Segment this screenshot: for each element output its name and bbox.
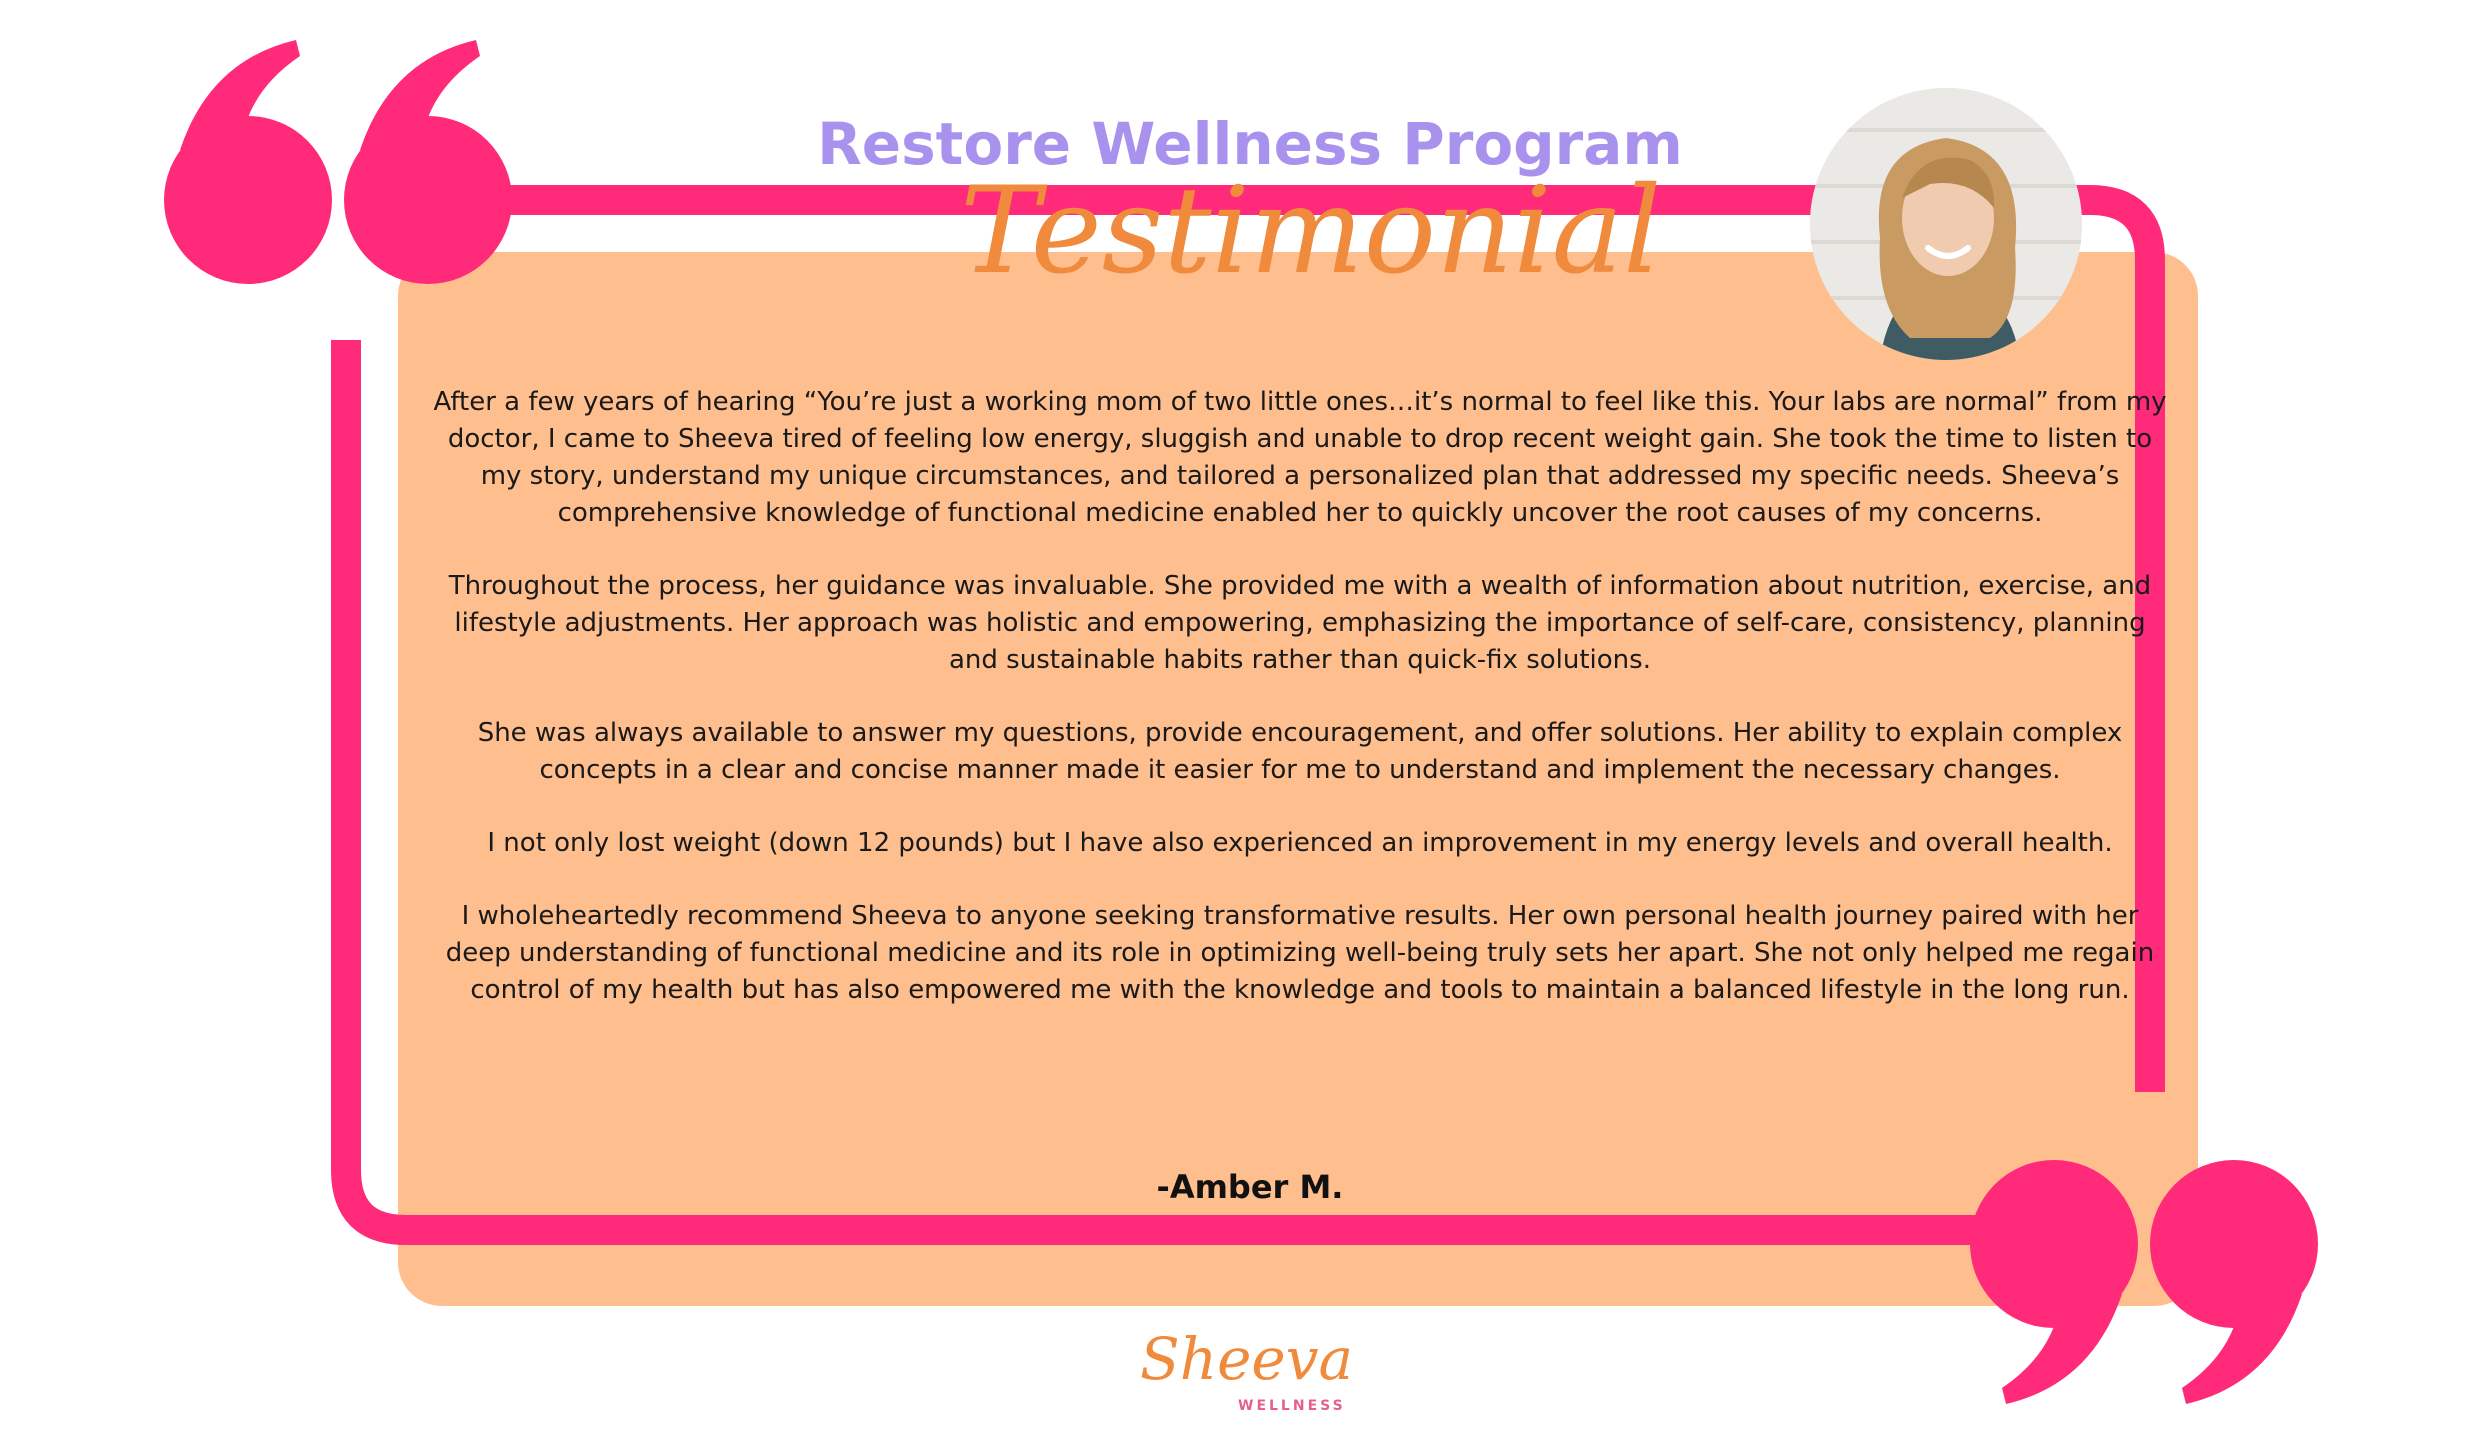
open-quote-icon [164,40,512,284]
testimonial-paragraph: Throughout the process, her guidance was invaluable. She provided me with a wealth of information about nutrition, exercise, and lifestyle adjustments. Her approach was holistic and empowering, emphasizing the importance of self-care, consistency, planning and sustainable habits rather than quick-fix solutions. [448,571,2152,675]
close-quote-icon [1970,1160,2318,1404]
testimonial-paragraph: I wholeheartedly recommend Sheeva to anyone seeking transformative results. Her own personal health journey paired with her deep understanding of functional medicine and its role in optimizing well-being truly sets her apart. She not only helped me regain control of my health but has also empowered me with the knowledge and tools to maintain a balanced lifestyle in the long run. [445,901,2155,1005]
testimonial-body [430,384,2170,1045]
avatar [1810,88,2082,360]
logo-subtext: WELLNESS [1238,1398,1346,1414]
testimonial-paragraph: She was always available to answer my questions, provide encouragement, and offer solutions. Her ability to explain complex concepts in a clear and concise manner made it easier for me to understand and implement the necessary changes. [477,718,2123,785]
program-title: Restore Wellness Program [817,110,1683,178]
testimonial-paragraph: I not only lost weight (down 12 pounds) but I have also experienced an improvement in my energy levels and overall health. [487,828,2113,858]
testimonial-heading: Testimonial [960,162,1662,301]
testimonial-paragraph: After a few years of hearing “You’re just a working mom of two little ones…it’s normal to feel like this. Your labs are normal” from my doctor, I came to Sheeva tired of feeling low energy, sluggish and unable to drop recent weight gain. She took the time to listen to my story, understand my unique circumstances, and tailored a personalized plan that addressed my specific needs. Sheeva’s comprehensive knowledge of functional medicine enabled her to quickly uncover the root causes of my concerns. [433,387,2167,528]
brand-logo [1140,1325,1360,1430]
logo-script-text: Sheeva [1140,1325,1354,1393]
testimonial-author: -Amber M. [1156,1168,1344,1206]
avatar-photo [1810,88,2082,360]
